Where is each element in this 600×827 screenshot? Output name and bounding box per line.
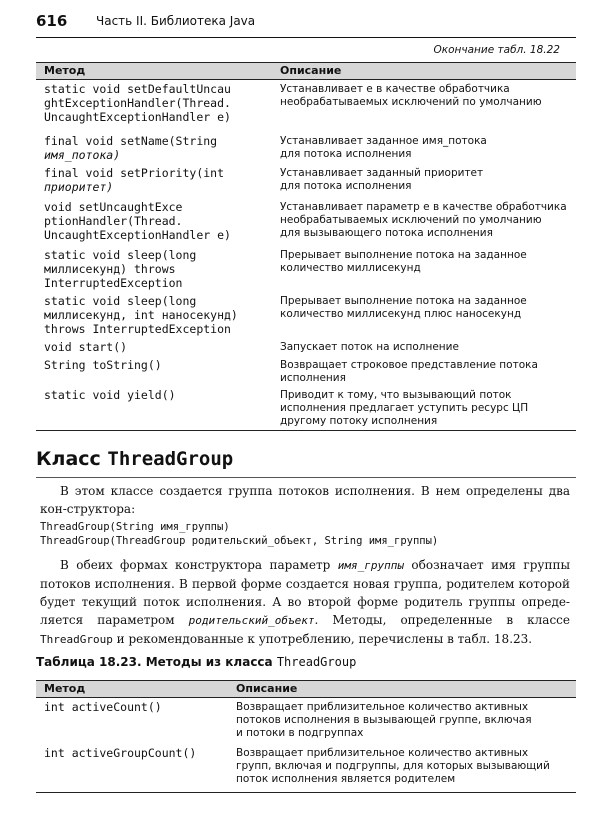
constructor-code	[40, 520, 438, 548]
method-description	[280, 341, 572, 354]
desc-line: групп, включая и подгруппы, для которых вызывающий	[236, 760, 550, 772]
class-name: ThreadGroup	[40, 633, 113, 646]
text-run: обозначает имя группы потоков исполнения. В первой форме создается новая группа, родителем которой будет текущий поток исполнения. А во второй форме родитель группы опреде-ляется параметром	[40, 558, 571, 627]
header-method: Метод	[44, 64, 86, 77]
method-line: ptionHandler(Thread.	[44, 214, 183, 228]
desc-line: для потока исполнения	[280, 180, 412, 192]
desc-line: необрабатываемых исключений по умолчанию	[280, 214, 542, 226]
desc-line: исполнения	[280, 372, 346, 384]
method-description	[280, 83, 572, 109]
table-row	[36, 248, 576, 294]
method-line: имя_потока)	[44, 148, 121, 162]
section-rule	[36, 477, 576, 478]
header-description: Описание	[280, 64, 342, 77]
table-continuation-caption: Окончание табл. 18.22	[433, 44, 560, 56]
param-name: имя_группы	[337, 559, 404, 572]
desc-line: Запускает поток на исполнение	[280, 341, 459, 353]
method-signature	[44, 248, 272, 290]
method-description	[280, 389, 572, 428]
method-signature	[44, 82, 272, 124]
methods-table-18-23	[36, 680, 576, 810]
table-row	[36, 200, 576, 246]
method-line: final void setPriority(int	[44, 166, 225, 180]
method-signature	[44, 294, 272, 336]
methods-table-18-22	[36, 62, 576, 427]
table-row	[36, 166, 576, 198]
method-signature: String toString()	[44, 358, 162, 372]
desc-line: Возвращает приблизительное количество активных	[236, 701, 529, 713]
table-row	[36, 358, 576, 390]
method-description	[280, 201, 572, 240]
code-line: ThreadGroup(String имя_группы)	[40, 521, 230, 533]
intro-paragraph: В этом классе создается группа потоков исполнения. В нем определены два кон-структора:	[40, 484, 570, 516]
text-run: . Методы, определенные в классе	[314, 613, 571, 627]
desc-line: исполнения предлагает уступить ресурс ЦП	[280, 402, 529, 414]
method-signature	[44, 200, 272, 242]
method-line: миллисекунд, int наносекунд)	[44, 308, 238, 322]
desc-line: Возвращает приблизительное количество активных	[236, 747, 529, 759]
desc-line: необрабатываемых исключений по умолчанию	[280, 96, 542, 108]
text-run: В обеих формах конструктора параметр	[60, 558, 338, 572]
table-header	[36, 680, 576, 698]
desc-line: Устанавливает заданный приоритет	[280, 167, 484, 179]
method-line: ghtExceptionHandler(Thread.	[44, 96, 231, 110]
explanation-paragraph	[40, 556, 570, 649]
table-row	[36, 340, 576, 358]
table-row	[36, 388, 576, 428]
method-description	[280, 295, 572, 321]
desc-line: поток исполнения является родителем	[236, 773, 456, 785]
method-line: final void setName(String	[44, 134, 218, 148]
method-line: throws InterruptedException	[44, 322, 231, 336]
method-description	[280, 249, 572, 275]
table-bottom-rule	[36, 792, 576, 793]
heading-class-name: ThreadGroup	[107, 448, 234, 470]
desc-line: Прерывает выполнение потока на заданное	[280, 295, 527, 307]
page-number: 616	[36, 12, 68, 30]
text-run: и рекомендованные к употреблению, перечислены в табл. 18.23.	[112, 632, 533, 646]
method-description	[280, 167, 572, 193]
header-description: Описание	[236, 682, 298, 695]
table-row	[36, 82, 576, 128]
code-line: ThreadGroup(ThreadGroup родительский_объект, String имя_группы)	[40, 535, 439, 547]
desc-line: количество миллисекунд плюс наносекунд	[280, 308, 522, 320]
desc-line: Устанавливает e в качестве обработчика	[280, 83, 510, 95]
running-title: Часть II. Библиотека Java	[96, 14, 256, 28]
method-line: static void setDefaultUncau	[44, 82, 231, 96]
method-signature: static void yield()	[44, 388, 176, 402]
desc-line: количество миллисекунд	[280, 262, 421, 274]
table-row	[36, 700, 576, 744]
method-signature	[44, 134, 272, 162]
method-line: void setUncaughtExce	[44, 200, 183, 214]
heading-text: Класс	[36, 448, 108, 470]
desc-line: другому потоку исполнения	[280, 415, 438, 427]
desc-line: Приводит к тому, что вызывающий поток	[280, 389, 512, 401]
desc-line: потоков исполнения в вызывающей группе, включая	[236, 714, 532, 726]
method-line: InterruptedException	[44, 276, 183, 290]
desc-line: для вызывающего потока исполнения	[280, 227, 493, 239]
table-row	[36, 294, 576, 340]
caption-class-name: ThreadGroup	[276, 655, 357, 669]
method-signature	[44, 166, 272, 194]
header-method: Метод	[44, 682, 86, 695]
method-description	[280, 359, 572, 385]
desc-line: Устанавливает заданное имя_потока	[280, 135, 487, 147]
method-line: UncaughtExceptionHandler e)	[44, 110, 231, 124]
method-signature: void start()	[44, 340, 128, 354]
caption-text: Таблица 18.23. Методы из класса	[36, 655, 277, 669]
desc-line: для потока исполнения	[280, 148, 412, 160]
desc-line: Устанавливает параметр e в качестве обработчика	[280, 201, 567, 213]
table-bottom-rule	[36, 430, 576, 431]
table-header	[36, 62, 576, 80]
desc-line: и потоки в подгруппах	[236, 727, 364, 739]
table-row	[36, 746, 576, 790]
desc-line: Возвращает строковое представление потока	[280, 359, 538, 371]
method-description	[236, 701, 572, 740]
method-line: UncaughtExceptionHandler e)	[44, 228, 231, 242]
table-row	[36, 134, 576, 166]
param-name: родительский_объект	[188, 614, 315, 627]
method-description	[280, 135, 572, 161]
method-description	[236, 747, 572, 786]
running-header	[36, 12, 576, 34]
header-rule	[36, 37, 576, 38]
method-line: приоритет)	[44, 180, 114, 194]
method-signature: int activeGroupCount()	[44, 746, 197, 760]
section-heading	[36, 448, 233, 470]
method-line: static void sleep(long	[44, 248, 197, 262]
table-caption-18-23	[36, 655, 356, 669]
method-line: static void sleep(long	[44, 294, 197, 308]
method-line: миллисекунд) throws	[44, 262, 176, 276]
desc-line: Прерывает выполнение потока на заданное	[280, 249, 527, 261]
method-signature: int activeCount()	[44, 700, 162, 714]
